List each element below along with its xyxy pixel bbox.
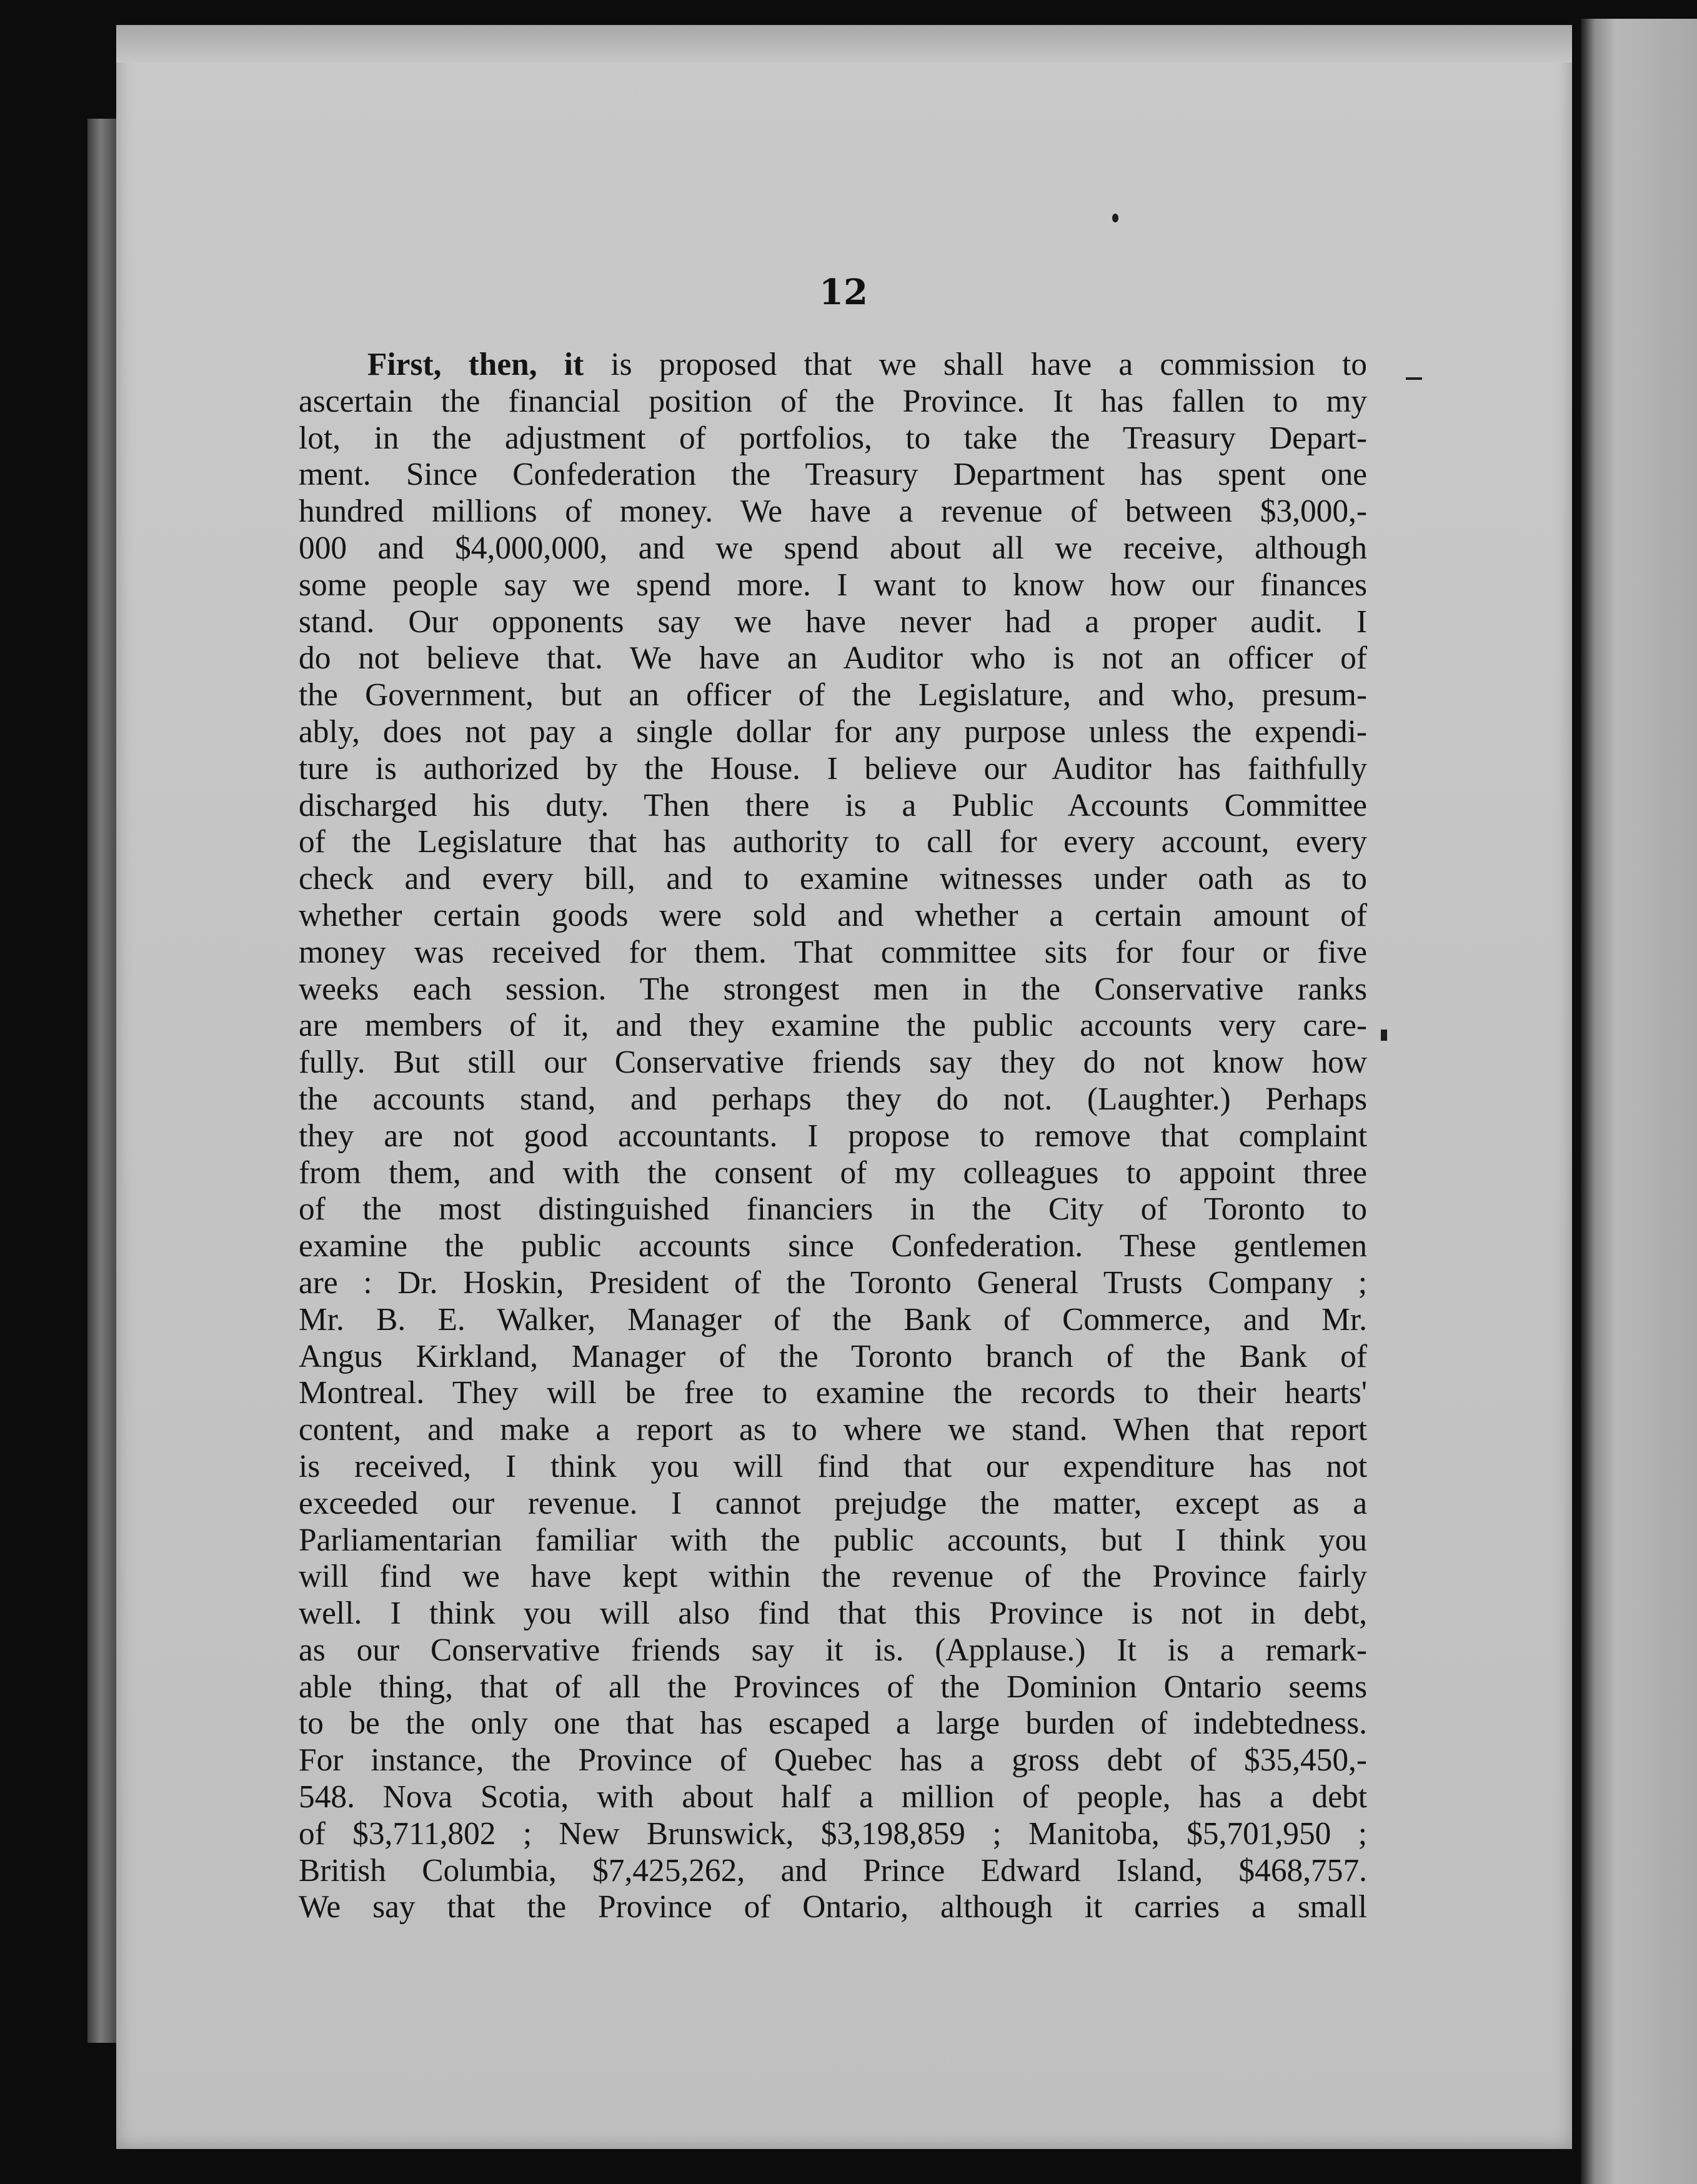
line-text: Mr. B. E. Walker, Manager of the Bank of Commerce, and Mr.	[299, 1301, 1367, 1338]
text-line	[299, 1632, 1367, 1669]
text-line	[299, 677, 1367, 714]
text-line	[299, 1008, 1367, 1045]
text-line	[299, 457, 1367, 494]
line-text: lot, in the adjustment of portfolios, to take the Treasury Depart-	[299, 420, 1367, 456]
text-line	[299, 1742, 1367, 1779]
line-text: whether certain goods were sold and whether a certain amount of	[299, 897, 1367, 933]
text-line	[299, 898, 1367, 935]
line-text: as our Conservative friends say it is. (Applause.) It is a remark-	[299, 1632, 1367, 1668]
text-line	[299, 1118, 1367, 1155]
line-text: is received, I think you will find that our expenditure has not	[299, 1448, 1367, 1484]
line-text: exceeded our revenue. I cannot prejudge the matter, except as a	[299, 1485, 1367, 1521]
text-line	[299, 347, 1367, 384]
text-line	[299, 1302, 1367, 1339]
text-line	[299, 1339, 1367, 1376]
line-text: money was received for them. That committee sits for four or five	[299, 934, 1367, 970]
line-text: of the most distinguished financiers in the City of Toronto to	[299, 1191, 1367, 1228]
margin-dash	[1406, 377, 1422, 380]
book-spine	[87, 119, 116, 2043]
line-text: the accounts stand, and perhaps they do not. (Laughter.) Perhaps	[299, 1081, 1367, 1117]
line-text: Montreal. They will be free to examine the records to their hearts'	[299, 1375, 1367, 1411]
text-line	[299, 604, 1367, 641]
line-text: ably, does not pay a single dollar for any purpose unless the expendi-	[299, 713, 1367, 750]
text-line	[299, 640, 1367, 677]
text-line	[299, 1375, 1367, 1412]
line-text: of the Legislature that has authority to call for every account, every	[299, 824, 1367, 860]
line-text: well. I think you will also find that this Province is not in debt,	[299, 1596, 1367, 1632]
text-line	[299, 1853, 1367, 1890]
text-line	[299, 1228, 1367, 1265]
text-line	[299, 1486, 1367, 1522]
line-text: British Columbia, $7,425,262, and Prince Edward Island, $468,757.	[299, 1852, 1367, 1889]
text-line	[299, 1889, 1367, 1926]
line-text: some people say we spend more. I want to know how our finances	[299, 567, 1367, 603]
text-line	[299, 751, 1367, 788]
text-line	[299, 861, 1367, 898]
text-line	[299, 1265, 1367, 1302]
paragraph-lead: First, then, it	[367, 347, 584, 382]
line-text: content, and make a report as to where we stand. When that report	[299, 1412, 1367, 1448]
line-text: We say that the Province of Ontario, although it carries a small	[299, 1889, 1367, 1925]
line-text: are members of it, and they examine the public accounts very care-	[299, 1008, 1367, 1044]
line-text: hundred millions of money. We have a revenue of between $3,000,-	[299, 494, 1367, 530]
text-line	[299, 1045, 1367, 1081]
line-text: they are not good accountants. I propose to remove that complaint	[299, 1118, 1367, 1154]
line-text: check and every bill, and to examine witnesses under oath as to	[299, 861, 1367, 897]
text-line	[299, 1669, 1367, 1706]
text-line	[299, 1705, 1367, 1742]
line-text: stand. Our opponents say we have never had a proper audit. I	[299, 603, 1367, 640]
body-text	[299, 347, 1367, 1926]
text-line	[299, 1155, 1367, 1192]
text-line	[299, 824, 1367, 861]
text-line	[299, 1081, 1367, 1118]
line-text: able thing, that of all the Provinces of the Dominion Ontario seems	[299, 1669, 1367, 1705]
line-text: discharged his duty. Then there is a Public Accounts Committee	[299, 787, 1367, 823]
line-text: examine the public accounts since Confederation. These gentlemen	[299, 1228, 1367, 1264]
line-text: 000 and $4,000,000, and we spend about all we receive, although	[299, 530, 1367, 566]
line-text: ascertain the financial position of the Province. It has fallen to my	[299, 383, 1367, 419]
page-top-fold	[116, 25, 1572, 62]
line-text: fully. But still our Conservative friends say they do not know how	[299, 1045, 1367, 1081]
text-line	[299, 1559, 1367, 1596]
text-line	[299, 1522, 1367, 1559]
line-text: is proposed that we shall have a commission to	[584, 347, 1367, 382]
line-text: to be the only one that has escaped a large burden of indebtedness.	[299, 1705, 1367, 1742]
line-text: are : Dr. Hoskin, President of the Toronto General Trusts Company ;	[299, 1264, 1367, 1301]
text-line	[299, 494, 1367, 530]
line-text: Parliamentarian familiar with the public accounts, but I think you	[299, 1522, 1367, 1558]
line-text: 548. Nova Scotia, with about half a million of people, has a debt	[299, 1779, 1367, 1815]
text-line	[299, 1816, 1367, 1853]
line-text: weeks each session. The strongest men in the Conservative ranks	[299, 971, 1367, 1007]
line-text: ture is authorized by the House. I believe our Auditor has faithfully	[299, 750, 1367, 787]
line-text: For instance, the Province of Quebec has a gross debt of $35,450,-	[299, 1742, 1367, 1779]
text-line	[299, 567, 1367, 604]
facing-page-edge	[1581, 19, 1697, 2184]
line-text: will find we have kept within the revenue of the Province fairly	[299, 1559, 1367, 1595]
margin-tick	[1381, 1030, 1387, 1041]
text-line	[299, 1596, 1367, 1632]
text-line	[299, 1449, 1367, 1486]
line-text: ment. Since Confederation the Treasury Department has spent one	[299, 457, 1367, 493]
text-line	[299, 1412, 1367, 1449]
line-text: do not believe that. We have an Auditor who is not an officer of	[299, 640, 1367, 677]
page-number: 12	[819, 272, 868, 313]
text-line	[299, 788, 1367, 825]
text-line	[299, 971, 1367, 1008]
line-text: from them, and with the consent of my colleagues to appoint three	[299, 1154, 1367, 1191]
line-text: Angus Kirkland, Manager of the Toronto branch of the Bank of	[299, 1338, 1367, 1374]
line-text: the Government, but an officer of the Legislature, and who, presum-	[299, 677, 1367, 713]
text-line	[299, 420, 1367, 457]
text-line	[299, 1191, 1367, 1228]
text-line	[299, 530, 1367, 567]
text-line	[299, 1779, 1367, 1816]
ink-speck	[1112, 214, 1118, 222]
text-line	[299, 714, 1367, 751]
text-line	[299, 935, 1367, 971]
line-text: of $3,711,802 ; New Brunswick, $3,198,859 ; Manitoba, $5,701,950 ;	[299, 1815, 1367, 1852]
text-line	[299, 384, 1367, 420]
